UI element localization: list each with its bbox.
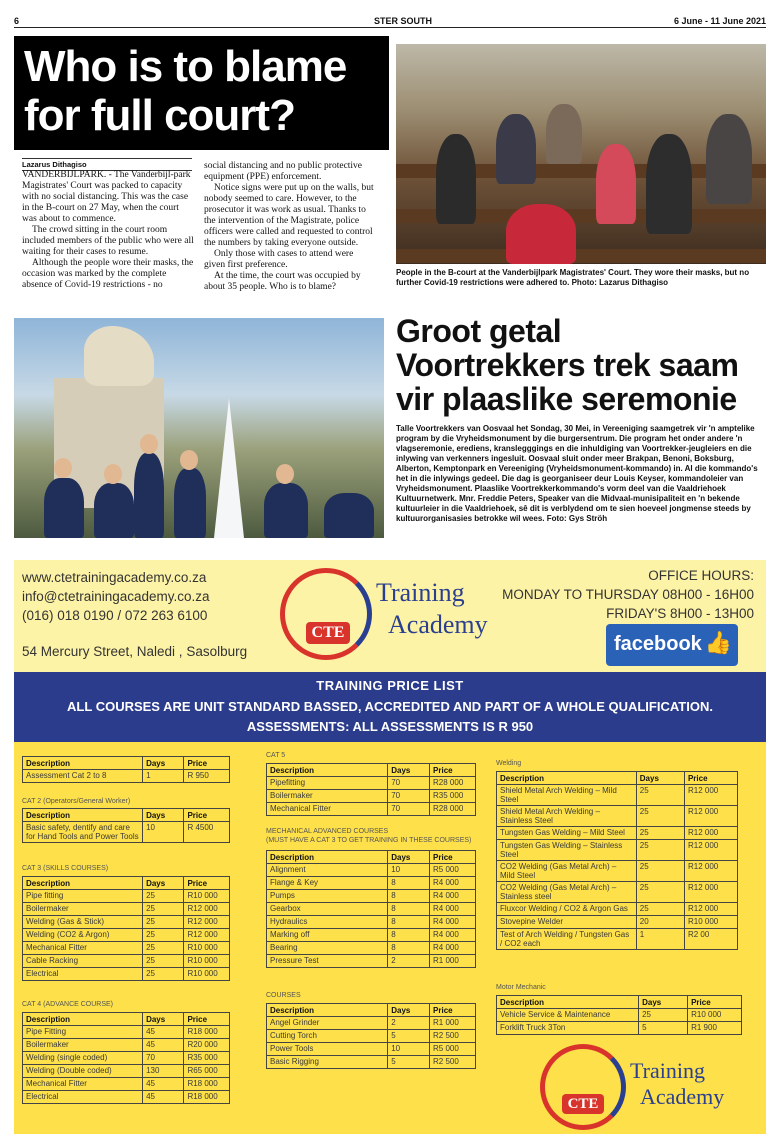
cell-course: Mechanical Fitter [23,1078,143,1091]
bench [396,249,766,263]
column-header-days: Days [388,851,430,864]
story1-para: VANDERBIJLPARK. - The Vanderbijl-park Magistrates' Court was packed to capacity with no social distancing. This was the case in the B-court on 27 May, when the court was about to commence. [22,170,191,224]
cell-price: R10 000 [184,890,230,903]
cell-course: Boilermaker [23,1039,143,1052]
story1-para: Only those with cases to attend were given first preference. [204,249,354,270]
price-list-banner [14,672,766,742]
cell-days: 10 [143,822,184,843]
table-row [267,1056,476,1069]
banner-assessments: ASSESSMENTS: ALL ASSESSMENTS IS R 950 [246,719,534,734]
story1-para: social distancing and no public protective equipment (PPE) enforcement. [204,161,363,182]
table-row [267,929,476,942]
table-row [23,1052,230,1065]
story2-body: Talle Voortrekkers van Oosvaal het Sondag, 30 Mei, in Vereeniging saamgetrek vir 'n amptelike program by die Vryheidsmonument by die burgersentrum. Die program het onder andere 'n vlagseremonie, erediens, kranslegggings en die inhuldiging van Voortrekker-jeugleiers en die inlywing van verkenners ingesluit. Oosvaal sluit onder meer Brakpan, Benoni, Boksburg, Alberton, Kemptonpark en Vereeniging (Vryheidsmonument-kommando) in. Al die kommando's het in die inlywings gedeel. Die dag is georganiseer deur Louis Keyser, kommandoleier van Vryheidsmonument. Plaaslike Voortrekkerkommando's vorm deel van die Vaaldriehoek Kultuurnetwerk. Mnr. Freddie Peters, Speaker van die Midvaal-munisipaliteit en 'n bekende kultuurleier in die Vaaldriehoek, sê dit is verblydend om te sien hoeveel jongmense steeds by kultuurorganisasies betrokke wil wees. Foto: Gys Ströh [396,424,758,523]
table-header-row [23,1013,230,1026]
cell-course: Vehicle Service & Maintenance [497,1009,639,1022]
cell-price: R28 000 [430,803,476,816]
table-row [23,890,230,903]
person [134,453,164,538]
table-row [23,770,230,783]
cell-course: Pipe fitting [23,890,143,903]
table-header-row [23,877,230,890]
ad-office-hours [502,566,754,623]
paper-name: STER SOUTH [374,16,433,26]
person-head [104,464,122,484]
cell-course: Mechanical Fitter [23,942,143,955]
logo-academy: Academy [388,610,488,639]
table-header-row [267,1004,476,1017]
column-header-desc: Description [267,851,388,864]
cell-days: 45 [143,1039,184,1052]
cell-days: 25 [143,942,184,955]
price-table-cat3 [22,876,230,981]
cell-price: R12 000 [184,916,230,929]
cell-course: Gearbox [267,903,388,916]
cell-days: 25 [636,806,684,827]
cell-days: 70 [143,1052,184,1065]
price-table-courses [266,1003,476,1069]
cat3-label: CAT 3 (SKILLS COURSES) [22,865,109,872]
cell-days: 25 [143,916,184,929]
voortrekkers-photo [14,318,384,538]
logo-cte-badge: CTE [562,1094,604,1114]
cell-price: R12 000 [684,903,737,916]
hours-weekdays: MONDAY TO THURSDAY 08H00 - 16H00 [502,587,754,602]
cat4-label: CAT 4 (ADVANCE COURSE) [22,1001,114,1008]
table-row [267,1017,476,1030]
table-row [23,1026,230,1039]
cell-price: R28 000 [430,777,476,790]
cell-days: 70 [388,790,430,803]
table-header-row [267,851,476,864]
cell-price: R10 000 [184,968,230,981]
cell-price: R2 500 [430,1056,476,1069]
cell-days: 2 [388,1017,430,1030]
cell-days: 45 [143,1026,184,1039]
cell-price: R12 000 [684,827,737,840]
cell-course: CO2 Welding (Gas Metal Arch) – Stainless steel [497,882,637,903]
cell-price: R65 000 [184,1065,230,1078]
cell-course: Basic safety, dentify and care for Hand Tools and Power Tools [23,822,143,843]
column-header-price: Price [688,996,742,1009]
price-table-cat4 [22,1012,230,1104]
cell-days: 70 [388,803,430,816]
cell-days: 8 [388,942,430,955]
person-head [54,458,72,478]
column-header-days: Days [639,996,688,1009]
person-head [276,464,294,484]
ad-email[interactable]: info@ctetrainingacademy.co.za [22,589,210,604]
cell-price: R12 000 [184,903,230,916]
column-header-desc: Description [267,1004,388,1017]
cell-course: Mechanical Fitter [267,803,388,816]
column-header-price: Price [430,1004,476,1017]
cell-course: Tungsten Gas Welding – Stainless Steel [497,840,637,861]
cell-days: 25 [143,929,184,942]
table-row [23,942,230,955]
cell-course: Cutting Torch [267,1030,388,1043]
ad-website[interactable]: www.ctetrainingacademy.co.za [22,570,207,585]
cell-course: CO2 Welding (Gas Metal Arch) – Mild Steel [497,861,637,882]
page-folio [14,14,766,28]
banner-title: TRAINING PRICE LIST [316,678,464,693]
person [44,478,84,538]
table-header-row [23,757,230,770]
cell-course: Boilermaker [23,903,143,916]
cell-course: Test of Arch Welding / Tungsten Gas / CO2 each [497,929,637,950]
cell-course: Fluxcor Welding / CO2 & Argon Gas [497,903,637,916]
table-row [23,1091,230,1104]
cell-price: R5 000 [430,864,476,877]
courtroom-photo [396,44,766,264]
table-row [267,777,476,790]
table-row [23,929,230,942]
table-row [497,916,738,929]
cell-price: R12 000 [684,785,737,806]
column-header-desc: Description [23,1013,143,1026]
logo-academy: Academy [640,1084,725,1109]
cell-price: R1 000 [430,955,476,968]
table-header-row [497,772,738,785]
cell-course: Flange & Key [267,877,388,890]
story2-headline [396,314,768,416]
price-table-cat2 [22,808,230,843]
cell-price: R4 000 [430,916,476,929]
logo-cte-badge: CTE [306,622,350,644]
cell-price: R18 000 [184,1091,230,1104]
column-header-desc: Description [497,996,639,1009]
cell-course: Pipe Fitting [23,1026,143,1039]
person [596,144,636,224]
cell-price: R4 000 [430,877,476,890]
table-row [497,827,738,840]
cell-days: 10 [388,1043,430,1056]
cell-course: Hydraulics [267,916,388,929]
cell-course: Welding (Gas & Stick) [23,916,143,929]
cell-days: 25 [143,968,184,981]
cell-course: Alignment [267,864,388,877]
table-row [267,864,476,877]
person [706,114,752,204]
mech-label-2: (MUST HAVE A CAT 3 TO GET TRAINING IN THESE COURSES) [266,837,472,844]
table-row [497,861,738,882]
price-table-assessment [22,756,230,783]
hours-friday: FRIDAY'S 8H00 - 13H00 [606,606,754,621]
cell-course: Boilermaker [267,790,388,803]
cell-price: R10 000 [684,916,737,929]
table-row [267,1043,476,1056]
facebook-button[interactable] [606,624,738,666]
cell-days: 5 [388,1030,430,1043]
thumbs-up-icon: 👍 [704,630,732,655]
story1-para: At the time, the court was occupied by about 35 people. Who is to blame? [204,271,361,292]
facebook-label: facebook [614,633,702,655]
cell-days: 25 [639,1009,688,1022]
cell-days: 8 [388,916,430,929]
table-row [497,806,738,827]
cell-days: 8 [388,890,430,903]
cell-price: R1 000 [430,1017,476,1030]
cell-price: R 950 [184,770,230,783]
table-row [267,877,476,890]
column-header-days: Days [143,877,184,890]
ad-phone: (016) 018 0190 / 072 263 6100 [22,608,208,623]
price-table-cat5 [266,763,476,816]
table-row [23,968,230,981]
cell-course: Pumps [267,890,388,903]
cell-course: Basic Rigging [267,1056,388,1069]
story1-headline [14,36,389,150]
cell-price: R4 000 [430,929,476,942]
story1-headline-line1: Who is to blame [24,42,347,91]
cell-price: R12 000 [684,861,737,882]
column-header-desc: Description [23,757,143,770]
cell-days: 25 [143,955,184,968]
cell-days: 8 [388,929,430,942]
cte-logo-footer [536,1044,736,1134]
cell-course: Marking off [267,929,388,942]
banner-accreditation: ALL COURSES ARE UNIT STANDARD BASSED, ACCREDITED AND PART OF A WHOLE QUALIFICATION. [67,699,713,714]
cell-price: R10 000 [184,955,230,968]
story1-photo-caption: People in the B-court at the Vanderbijlpark Magistrates' Court. They wore their masks, but no further Covid-19 restrictions were adhered to. Photo: Lazarus Dithagiso [396,268,750,287]
story1-byline: Lazarus Dithagiso [22,158,192,171]
ad-address: 54 Mercury Street, Naledi , Sasolburg [22,644,248,659]
table-row [497,1009,742,1022]
table-row [23,903,230,916]
motor-label: Motor Mechanic [496,984,546,991]
story1-column-a [22,170,194,291]
cell-course: Power Tools [267,1043,388,1056]
cell-days: 25 [636,882,684,903]
cell-days: 130 [143,1065,184,1078]
person [324,493,374,538]
cell-course: Cable Racking [23,955,143,968]
cte-advertisement [14,560,766,1134]
story1-headline-line2: for full court? [24,91,295,140]
price-table-mechanical [266,850,476,968]
table-row [497,785,738,806]
cell-course: Welding (single coded) [23,1052,143,1065]
column-header-desc: Description [497,772,637,785]
cell-course: Tungsten Gas Welding – Mild Steel [497,827,637,840]
table-row [497,903,738,916]
column-header-desc: Description [23,877,143,890]
cell-price: R 4500 [184,822,230,843]
person [546,104,582,164]
person [94,483,134,538]
column-header-days: Days [388,764,430,777]
story1-para: Notice signs were put up on the walls, but nobody seemed to care. However, to the prosecutor it was work as usual. Thanks to the intervention of the Magistrate, police officers were called and requested to control the numbers by taking everyone outside. [204,183,374,248]
cell-days: 25 [636,785,684,806]
cell-course: Stovepine Welder [497,916,637,929]
column-header-days: Days [388,1004,430,1017]
cell-price: R12 000 [684,806,737,827]
cell-days: 1 [143,770,184,783]
table-header-row [23,809,230,822]
cell-days: 25 [636,903,684,916]
ad-contact-block [22,568,210,625]
person [174,468,206,538]
table-row [23,916,230,929]
table-row [497,929,738,950]
person [646,134,692,234]
column-header-days: Days [143,809,184,822]
logo-ring [540,1044,626,1130]
column-header-price: Price [430,851,476,864]
column-header-price: Price [184,757,230,770]
table-row [267,803,476,816]
ad-header [14,560,766,672]
logo-ring [280,568,372,660]
person-head [140,434,158,454]
statue [84,326,154,386]
cell-course: Pressure Test [267,955,388,968]
hours-title: OFFICE HOURS: [648,568,754,583]
column-header-price: Price [184,1013,230,1026]
story1-column-b [204,161,376,293]
table-row [267,942,476,955]
cell-days: 8 [388,903,430,916]
column-header-days: Days [143,1013,184,1026]
cell-course: Bearing [267,942,388,955]
cell-course: Electrical [23,1091,143,1104]
table-row [267,1030,476,1043]
table-row [267,790,476,803]
column-header-price: Price [430,764,476,777]
cell-price: R18 000 [184,1026,230,1039]
cell-days: 20 [636,916,684,929]
white-flag [214,398,244,538]
table-row [23,1039,230,1052]
cell-days: 45 [143,1091,184,1104]
cell-price: R10 000 [688,1009,742,1022]
story1-para: The crowd sitting in the court room included members of the public who were all waiting for their cases to resume. [22,225,194,257]
cell-days: 70 [388,777,430,790]
person [436,134,476,224]
cell-price: R4 000 [430,942,476,955]
table-row [497,882,738,903]
cell-price: R10 000 [184,942,230,955]
table-row [23,1065,230,1078]
cell-price: R12 000 [184,929,230,942]
cell-days: 10 [388,864,430,877]
cell-price: R35 000 [430,790,476,803]
price-table-motor [496,995,742,1035]
page-number: 6 [14,16,20,26]
table-row [267,903,476,916]
cell-price: R20 000 [184,1039,230,1052]
cell-days: 25 [143,890,184,903]
person-head [180,450,198,470]
story2-headline-line3: vir plaaslike seremonie [396,381,737,417]
column-header-desc: Description [23,809,143,822]
courses-label: COURSES [266,992,301,999]
cell-course: Electrical [23,968,143,981]
table-row [267,916,476,929]
cell-days: 25 [143,903,184,916]
column-header-price: Price [684,772,737,785]
mech-label-1: MECHANICAL ADVANCED COURSES [266,828,389,835]
table-row [267,955,476,968]
story2-headline-line2: Voortrekkers trek saam [396,347,739,383]
cell-days: 5 [388,1056,430,1069]
story1-para: Although the people wore their masks, the occasion was marked by the complete absence of Covid-19 restrictions - no [22,258,194,290]
cell-days: 2 [388,955,430,968]
cell-price: R18 000 [184,1078,230,1091]
story2-headline-line1: Groot getal [396,313,562,349]
cell-course: Welding (CO2 & Argon) [23,929,143,942]
column-header-price: Price [184,809,230,822]
column-header-price: Price [184,877,230,890]
cell-days: 8 [388,877,430,890]
cell-price: R12 000 [684,882,737,903]
cell-price: R5 000 [430,1043,476,1056]
table-header-row [497,996,742,1009]
cell-price: R1 900 [688,1022,742,1035]
issue-date: 6 June - 11 June 2021 [673,16,766,26]
column-header-days: Days [636,772,684,785]
cell-days: 5 [639,1022,688,1035]
cell-price: R2 00 [684,929,737,950]
cell-days: 45 [143,1078,184,1091]
table-row [497,1022,742,1035]
cell-course: Shield Metal Arch Welding – Stainless Steel [497,806,637,827]
cat5-label: CAT 5 [266,752,286,759]
cell-course: Welding (Double coded) [23,1065,143,1078]
cell-course: Shield Metal Arch Welding – Mild Steel [497,785,637,806]
cell-price: R12 000 [684,840,737,861]
person [506,204,576,264]
price-table-welding [496,771,738,950]
cell-days: 25 [636,840,684,861]
column-header-desc: Description [267,764,388,777]
cell-course: Assessment Cat 2 to 8 [23,770,143,783]
person [264,483,308,538]
cell-days: 25 [636,861,684,882]
table-row [497,840,738,861]
cat2-label: CAT 2 (Operators/General Worker) [22,798,131,805]
cell-price: R35 000 [184,1052,230,1065]
logo-training: Training [630,1058,705,1083]
column-header-days: Days [143,757,184,770]
cell-course: Angel Grinder [267,1017,388,1030]
welding-label: Welding [496,760,522,767]
table-header-row [267,764,476,777]
cell-days: 25 [636,827,684,840]
table-row [267,890,476,903]
cte-logo [276,564,496,668]
cell-course: Forklift Truck 3Ton [497,1022,639,1035]
cell-price: R2 500 [430,1030,476,1043]
table-row [23,822,230,843]
table-row [23,955,230,968]
person [496,114,536,184]
table-row [23,1078,230,1091]
cell-course: Pipefitting [267,777,388,790]
cell-price: R4 000 [430,890,476,903]
cell-price: R4 000 [430,903,476,916]
cell-days: 1 [636,929,684,950]
logo-training: Training [376,578,465,607]
